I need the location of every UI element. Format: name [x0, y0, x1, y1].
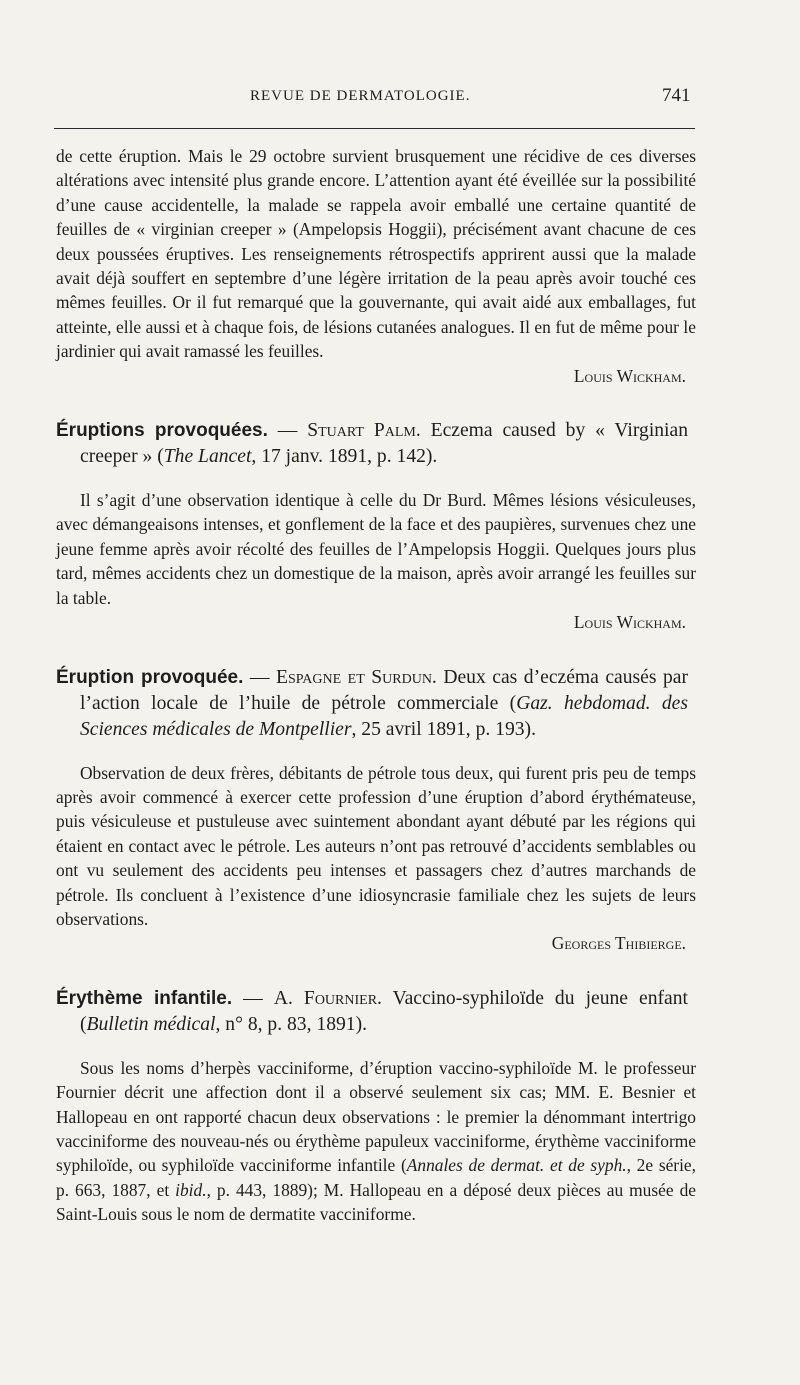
dash: —	[267, 420, 308, 442]
text-part: , 2e série, p. 663, 1887, et	[56, 1155, 696, 1200]
review-heading-erytheme	[56, 986, 696, 1038]
citation-ref: , 25 avril 1891, p. 193).	[351, 718, 536, 740]
citation-ref: , 17 janv. 1891, p. 142).	[251, 446, 438, 468]
review-title: Deux cas d’eczéma causés par l’action locale de l’huile de pétrole commerciale (	[80, 666, 689, 714]
page-number: 741	[662, 85, 691, 106]
review-title: Eczema caused by « Virginian creeper » (	[80, 420, 688, 468]
dash: —	[243, 666, 276, 688]
signature-wickham-1: Louis Wickham.	[573, 365, 686, 386]
continued-paragraph: de cette éruption. Mais le 29 octobre survient brusquement une récidive de ces diverses altérations avec intensité plus grande encore. L’attention ayant été éveillée sur la possibilité d’une cause accidentelle, la malade se rappela avoir emballé une certaine quantité de feuilles de « virginian creeper » (Ampelopsis Hoggii), précisément avant chacune de ces deux poussées éruptives. Les renseignements rétrospectifs apprirent aussi que la malade avait déjà souffert en septembre d’une légère irritation de la peau après avoir touché ces mêmes feuilles. Or il fut remarqué que la gouvernante, qui avait aidé aux emballages, fut atteinte, elle aussi et à chaque fois, de lésions cutanées analogues. Il en fut de même pour le jardinier qui avait ramassé les feuilles.	[56, 146, 696, 362]
page-body	[56, 144, 696, 1227]
citation-ref: , n° 8, p. 83, 1891).	[215, 1013, 368, 1035]
review-author: Espagne et Surdun.	[276, 666, 437, 688]
review-text-palm: Il s’agit d’une observation identique à celle du Dr Burd. Mêmes lésions vésiculeuses, avec démangeaisons intenses, et gonflement de la face et des paupières, survenues chez une jeune femme après avoir récolté des feuilles de l’Ampelopsis Hoggii. Quelques jours plus tard, mêmes accidents chez un domestique de la maison, après avoir arrangé les feuilles sur la table.	[56, 490, 696, 608]
text-part: , p. 443, 1889); M. Hallopeau en a déposé deux pièces au musée de Saint-Louis sous le nom de dermatite vacciniforme.	[56, 1179, 696, 1225]
rubric: Éruption provoquée.	[56, 666, 244, 688]
dash: —	[232, 987, 274, 1009]
review-author: A. Fournier.	[273, 987, 382, 1009]
ibid: ibid.	[175, 1179, 207, 1200]
signature-thibierge: Georges Thibierge.	[551, 933, 686, 954]
rubric: Éruptions provoquées.	[56, 420, 268, 442]
journal-name: Bulletin médical	[86, 1013, 216, 1035]
review-heading-eruptions	[56, 418, 696, 470]
rubric: Érythème infantile.	[56, 987, 233, 1009]
review-text-espagne: Observation de deux frères, débitants de pétrole tous deux, qui furent pris peu de temps après avoir commencé à exercer cette profession d’une éruption d’abord érythémateuse, puis vésiculeuse et pustuleuse avec suintement abondant ayant débuté par les régions qui étaient en contact avec le pétrole. Les auteurs n’ont pas retrouvé d’accidents semblables ou ont vu seulement des accidents peu intenses et passagers chez d’autres marchands de pétrole. Ils concluent à l’existence d’une idiosyncrasie familiale chez les sujets de leurs observations.	[56, 762, 696, 929]
review-author: Stuart Palm.	[307, 420, 421, 442]
page-header	[0, 85, 800, 114]
review-heading-eruption	[56, 665, 696, 743]
signature-wickham-2: Louis Wickham.	[573, 612, 686, 633]
text-part: Sous les noms d’herpès vacciniforme, d’éruption vaccino-syphiloïde M. le professeur Fournier décrit une affection dont il a observé seulement six cas; MM. E. Besnier et Hallopeau en ont rapporté chacun deux observations : le premier la dénommant intertrigo vacciniforme des nouveau-nés ou érythème papuleux vacciniforme, érythème vacciniforme syphiloïde, ou syphiloïde vacciniforme infantile (	[56, 1057, 696, 1176]
review-title: Vaccino-syphiloïde du jeune enfant (	[80, 987, 688, 1035]
journal-name: Gaz. hebdomad. des Sciences médicales de Montpellier	[80, 692, 688, 740]
journal-name: The Lancet	[163, 446, 252, 468]
journal-name: Annales de dermat. et de syph.	[406, 1155, 627, 1176]
header-rule	[54, 128, 695, 129]
review-text-fournier	[56, 1056, 696, 1227]
running-head: REVUE DE DERMATOLOGIE.	[250, 88, 471, 104]
